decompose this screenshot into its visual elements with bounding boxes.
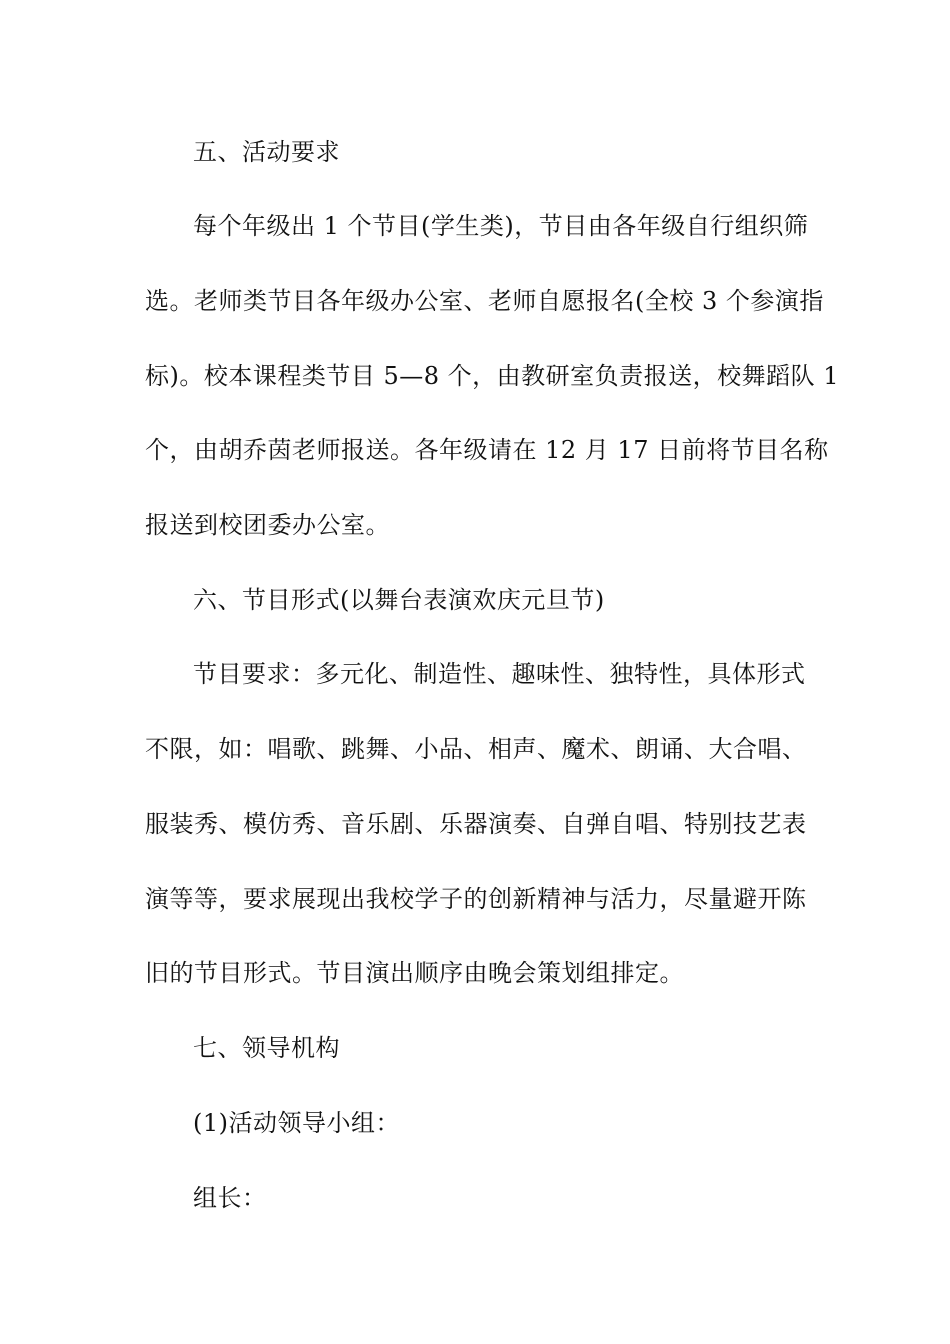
section-heading-activity-requirements: 五、活动要求 [193, 138, 340, 166]
paragraph-line: 选。老师类节目各年级办公室、老师自愿报名(全校 3 个参演指 [145, 287, 824, 315]
paragraph-line: 演等等，要求展现出我校学子的创新精神与活力，尽量避开陈 [145, 885, 807, 913]
paragraph-line: 每个年级出 1 个节目(学生类)，节目由各年级自行组织筛 [193, 212, 809, 240]
subsection-heading: (1)活动领导小组： [193, 1109, 400, 1137]
field-label-leader: 组长： [193, 1184, 267, 1212]
section-heading-leadership: 七、领导机构 [193, 1034, 340, 1062]
paragraph-line: 个，由胡乔茵老师报送。各年级请在 12 月 17 日前将节目名称 [145, 436, 829, 464]
paragraph-line: 服装秀、模仿秀、音乐剧、乐器演奏、自弹自唱、特别技艺表 [145, 810, 807, 838]
paragraph-line: 旧的节目形式。节目演出顺序由晚会策划组排定。 [145, 959, 684, 987]
paragraph-line: 报送到校团委办公室。 [145, 511, 390, 539]
section-heading-program-format: 六、节目形式(以舞台表演欢庆元旦节) [193, 586, 605, 614]
paragraph-line: 节目要求：多元化、制造性、趣味性、独特性，具体形式 [193, 660, 806, 688]
paragraph-line: 不限，如：唱歌、跳舞、小品、相声、魔术、朗诵、大合唱、 [145, 735, 807, 763]
paragraph-line: 标)。校本课程类节目 5—8 个，由教研室负责报送，校舞蹈队 1 [145, 362, 840, 390]
